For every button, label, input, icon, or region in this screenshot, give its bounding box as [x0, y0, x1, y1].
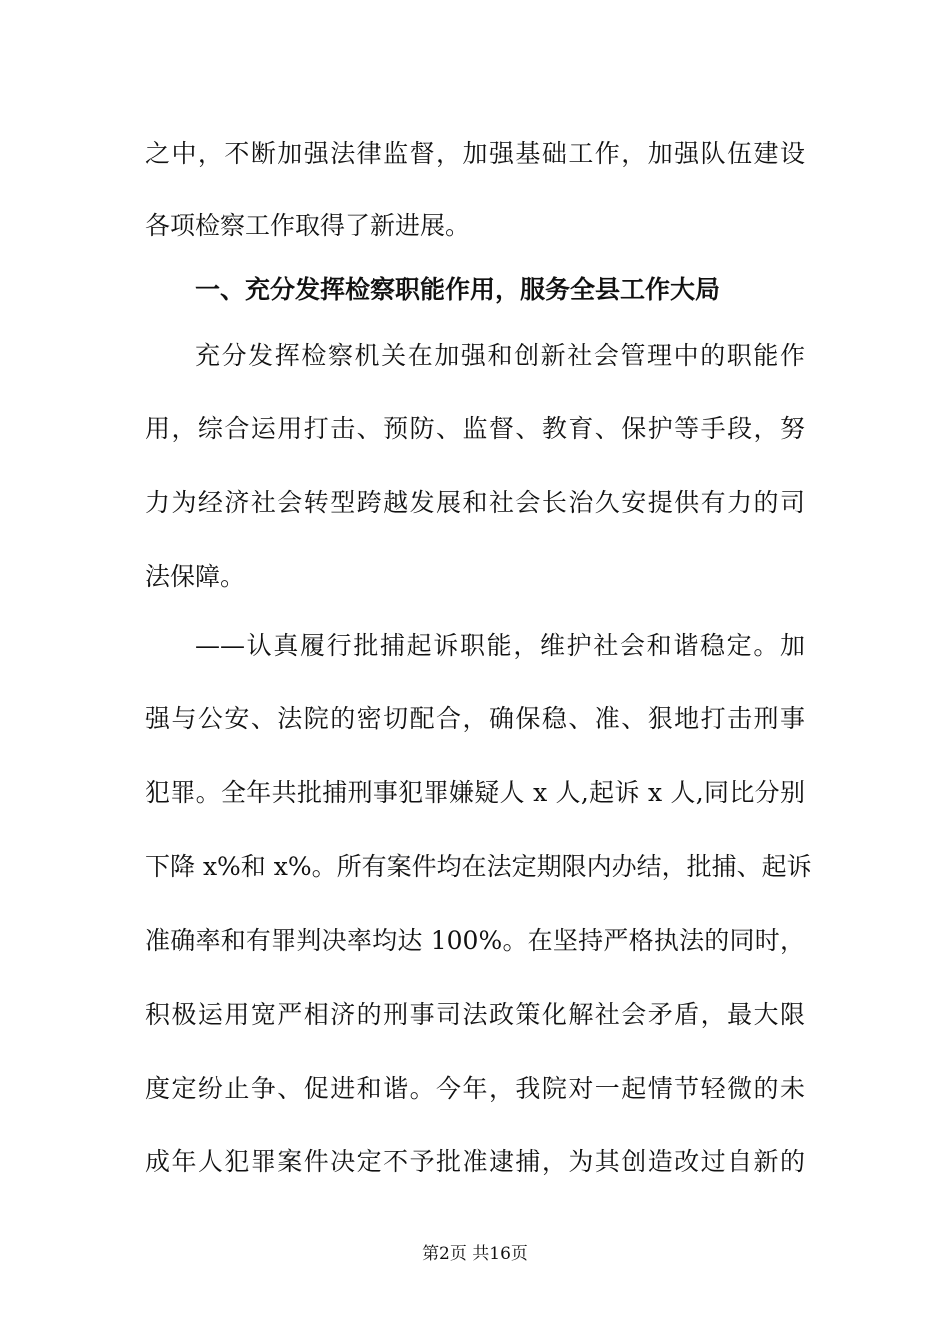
body-text-line: 各项检察工作取得了新进展。 — [145, 211, 471, 240]
body-text-line: 下降 x%和 x%。所有案件均在法定期限内办结，批捕、起诉 — [145, 852, 812, 881]
body-text-line: 强与公安、法院的密切配合，确保稳、准、狠地打击刑事 — [145, 704, 805, 733]
body-text-line: 度定纷止争、促进和谐。今年，我院对一起情节轻微的未 — [145, 1074, 805, 1103]
page-footer: 第2页 共16页 — [422, 1244, 528, 1264]
body-text-line: 充分发挥检察机关在加强和创新社会管理中的职能作 — [195, 341, 805, 370]
body-text-line: 准确率和有罪判决率均达 100%。在坚持严格执法的同时， — [145, 926, 805, 955]
body-text-line: 之中，不断加强法律监督，加强基础工作，加强队伍建设 — [145, 139, 805, 168]
body-text-line: 犯罪。全年共批捕刑事犯罪嫌疑人 x 人,起诉 x 人,同比分别 — [145, 778, 805, 807]
section-heading: 一、充分发挥检察职能作用，服务全县工作大局 — [195, 275, 721, 304]
body-text-line: 积极运用宽严相济的刑事司法政策化解社会矛盾，最大限 — [145, 1000, 805, 1029]
body-text-line: ——认真履行批捕起诉职能，维护社会和谐稳定。加 — [195, 631, 805, 660]
body-text-line: 用，综合运用打击、预防、监督、教育、保护等手段，努 — [145, 414, 805, 443]
body-text-line: 力为经济社会转型跨越发展和社会长治久安提供有力的司 — [145, 488, 805, 517]
body-text-line: 成年人犯罪案件决定不予批准逮捕，为其创造改过自新的 — [145, 1147, 805, 1176]
body-text-line: 法保障。 — [145, 562, 246, 591]
